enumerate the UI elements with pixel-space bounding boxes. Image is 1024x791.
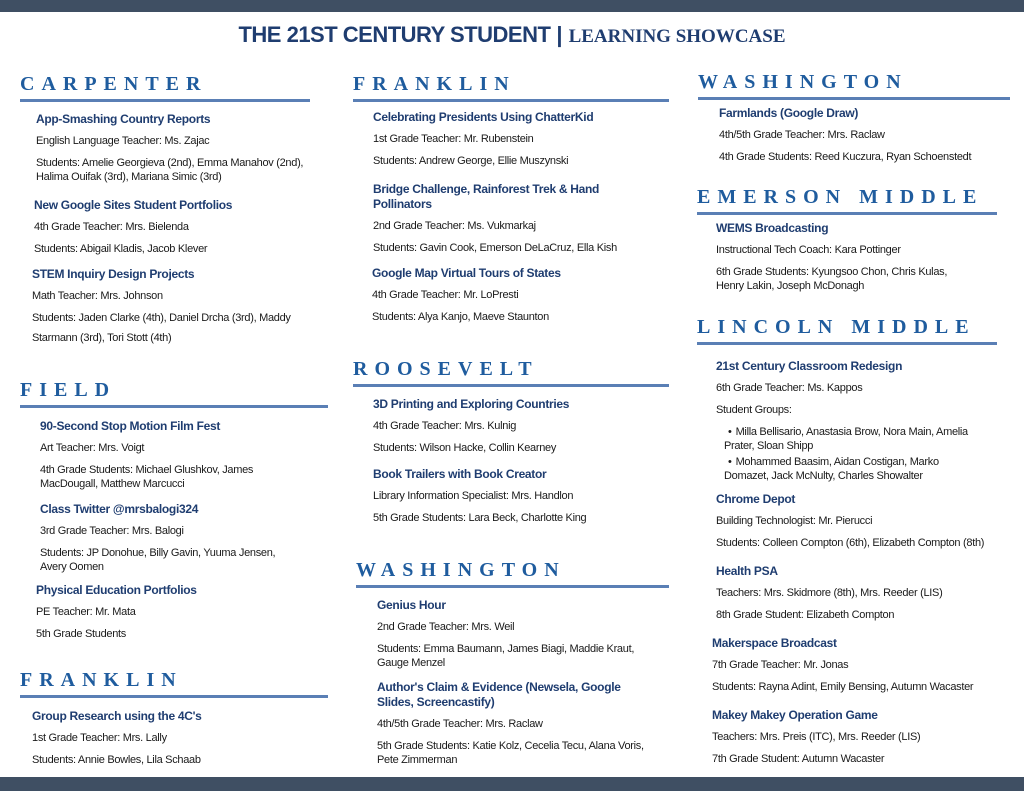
section-rule	[20, 405, 328, 408]
section-heading: FRANKLIN	[20, 669, 183, 691]
project-groups-label: Student Groups:	[716, 404, 792, 416]
section-rule	[20, 99, 310, 102]
project-students: Students: Emma Baumann, James Biagi, Maddie Kraut,	[377, 643, 635, 655]
page-title-main: THE 21ST CENTURY STUDENT	[238, 22, 551, 47]
section-rule	[353, 384, 669, 387]
project-teacher: 2nd Grade Teacher: Ms. Vukmarkaj	[373, 220, 536, 232]
project-teacher: 4th/5th Grade Teacher: Mrs. Raclaw	[719, 129, 885, 141]
section-rule	[697, 342, 997, 345]
project-students: Students: Gavin Cook, Emerson DeLaCruz, Ella Kish	[373, 242, 617, 254]
section-rule	[698, 97, 1010, 100]
project-teacher: 4th/5th Grade Teacher: Mrs. Raclaw	[377, 718, 543, 730]
section-franklin-left	[20, 668, 328, 698]
section-rule	[353, 99, 669, 102]
project-title: Author's Claim & Evidence (Newsela, Google	[377, 680, 621, 694]
project-teacher: Art Teacher: Mrs. Voigt	[40, 442, 145, 454]
project-health-psa	[716, 564, 1016, 630]
project-google-sites	[34, 198, 324, 264]
project-students: Students: Abigail Kladis, Jacob Klever	[34, 243, 208, 255]
project-students: Students: Alya Kanjo, Maeve Staunton	[372, 311, 549, 323]
project-title: App-Smashing Country Reports	[36, 112, 211, 126]
project-title: Bridge Challenge, Rainforest Trek & Hand	[373, 182, 600, 196]
project-students: 7th Grade Student: Autumn Wacaster	[712, 753, 885, 765]
section-roosevelt	[353, 357, 669, 387]
section-emerson-middle	[697, 185, 997, 215]
project-title: Genius Hour	[377, 598, 446, 612]
section-heading: LINCOLN MIDDLE	[697, 316, 976, 338]
project-title: Health PSA	[716, 564, 778, 578]
project-title: Makey Makey Operation Game	[712, 708, 878, 722]
project-title: Chrome Depot	[716, 492, 796, 506]
project-students-cont: Henry Lakin, Joseph McDonagh	[716, 280, 865, 292]
section-washington-right	[698, 70, 1010, 100]
section-heading: CARPENTER	[20, 73, 208, 95]
project-classroom-redesign	[716, 359, 1016, 485]
project-authors-claim	[377, 680, 673, 775]
project-google-map	[372, 266, 672, 332]
project-students: Students: Jaden Clarke (4th), Daniel Drcha (3rd), Maddy	[32, 312, 291, 324]
project-title: Group Research using the 4C's	[32, 709, 202, 723]
project-students: Students: Wilson Hacke, Collin Kearney	[373, 442, 557, 454]
project-genius-hour	[377, 598, 673, 678]
project-students-cont: MacDougall, Matthew Marcucci	[40, 478, 185, 490]
project-teacher: English Language Teacher: Ms. Zajac	[36, 135, 210, 147]
project-teacher: 1st Grade Teacher: Mr. Rubenstein	[373, 133, 534, 145]
project-group-research	[32, 709, 322, 775]
section-lincoln-middle	[697, 315, 997, 345]
section-heading: WASHINGTON	[698, 71, 908, 93]
project-title: Google Map Virtual Tours of States	[372, 266, 561, 280]
section-rule	[356, 585, 669, 588]
project-students: Students: JP Donohue, Billy Gavin, Yuuma Jensen,	[40, 547, 276, 559]
project-pe-portfolios	[36, 583, 321, 649]
project-students: 4th Grade Students: Reed Kuczura, Ryan Schoenstedt	[719, 151, 972, 163]
project-title: Book Trailers with Book Creator	[373, 467, 547, 481]
student-group-list	[716, 425, 1016, 483]
title-separator: |	[556, 22, 563, 47]
project-teacher: 4th Grade Teacher: Mrs. Bielenda	[34, 221, 189, 233]
project-teacher: Instructional Tech Coach: Kara Pottinger	[716, 244, 901, 256]
list-item: • Milla Bellisario, Anastasia Brow, Nora Main, Amelia Prater, Sloan Shipp	[738, 425, 1016, 453]
project-teacher: 4th Grade Teacher: Mrs. Kulnig	[373, 420, 517, 432]
project-title: 21st Century Classroom Redesign	[716, 359, 903, 373]
project-students: Students: Rayna Adint, Emily Bensing, Autumn Wacaster	[712, 681, 974, 693]
project-stem	[32, 267, 327, 353]
project-teacher: 4th Grade Teacher: Mr. LoPresti	[372, 289, 519, 301]
project-students: Students: Andrew George, Ellie Muszynski	[373, 155, 569, 167]
project-students-cont: Avery Oomen	[40, 561, 104, 573]
project-title: Class Twitter @mrsbalogi324	[40, 502, 199, 516]
page-title	[0, 22, 1024, 48]
bottom-banner-bar	[0, 777, 1024, 791]
section-heading: WASHINGTON	[356, 559, 566, 581]
section-heading: FRANKLIN	[353, 73, 516, 95]
project-makey-makey	[712, 708, 1012, 774]
project-students-cont: Halima Ouifak (3rd), Mariana Simic (3rd)	[36, 171, 222, 183]
project-title: Celebrating Presidents Using ChatterKid	[373, 110, 594, 124]
project-title: Physical Education Portfolios	[36, 583, 197, 597]
project-students-cont: Pete Zimmerman	[377, 754, 458, 766]
project-teacher: 1st Grade Teacher: Mrs. Lally	[32, 732, 167, 744]
project-title: STEM Inquiry Design Projects	[32, 267, 195, 281]
project-stop-motion	[40, 419, 325, 499]
project-title: 3D Printing and Exploring Countries	[373, 397, 570, 411]
project-teacher: Building Technologist: Mr. Pierucci	[716, 515, 873, 527]
project-title-cont: Pollinators	[373, 197, 432, 211]
project-title-cont: Slides, Screencastify)	[377, 695, 495, 709]
project-makerspace-broadcast	[712, 636, 1012, 702]
project-presidents	[373, 110, 673, 176]
project-teacher: 2nd Grade Teacher: Mrs. Weil	[377, 621, 515, 633]
project-title: WEMS Broadcasting	[716, 221, 829, 235]
section-rule	[697, 212, 997, 215]
project-students-cont: Gauge Menzel	[377, 657, 445, 669]
project-students: 4th Grade Students: Michael Glushkov, James	[40, 464, 254, 476]
project-students: 5th Grade Students: Lara Beck, Charlotte King	[373, 512, 587, 524]
section-heading: EMERSON MIDDLE	[697, 186, 984, 208]
project-teacher: Teachers: Mrs. Skidmore (8th), Mrs. Reeder (LIS)	[716, 587, 943, 599]
project-title: 90-Second Stop Motion Film Fest	[40, 419, 221, 433]
project-farmlands	[719, 106, 1014, 172]
section-field	[20, 378, 328, 408]
project-students: 5th Grade Students: Katie Kolz, Cecelia Tecu, Alana Voris,	[377, 740, 644, 752]
project-teacher: Teachers: Mrs. Preis (ITC), Mrs. Reeder (LIS)	[712, 731, 921, 743]
section-franklin-mid	[353, 72, 669, 102]
project-3d-printing	[373, 397, 673, 463]
project-teacher: Library Information Specialist: Mrs. Handlon	[373, 490, 574, 502]
project-title: Makerspace Broadcast	[712, 636, 837, 650]
page-title-sub: LEARNING SHOWCASE	[568, 26, 786, 47]
project-title: New Google Sites Student Portfolios	[34, 198, 233, 212]
project-title: Farmlands (Google Draw)	[719, 106, 859, 120]
project-book-trailers	[373, 467, 673, 533]
project-students: Students: Colleen Compton (6th), Elizabeth Compton (8th)	[716, 537, 985, 549]
top-banner-bar	[0, 0, 1024, 12]
section-heading: FIELD	[20, 379, 117, 401]
project-teacher: 3rd Grade Teacher: Mrs. Balogi	[40, 525, 184, 537]
project-bridge-challenge	[373, 182, 673, 263]
project-chrome-depot	[716, 492, 1016, 558]
project-students: Students: Annie Bowles, Lila Schaab	[32, 754, 201, 766]
project-students: 8th Grade Student: Elizabeth Compton	[716, 609, 895, 621]
list-item: • Mohammed Baasim, Aidan Costigan, Marko Domazet, Jack McNulty, Charles Showalter	[738, 455, 1016, 483]
project-teacher: PE Teacher: Mr. Mata	[36, 606, 136, 618]
project-class-twitter	[40, 502, 325, 582]
project-students: Students: Amelie Georgieva (2nd), Emma Manahov (2nd),	[36, 157, 304, 169]
section-washington-mid	[356, 558, 669, 588]
section-carpenter	[20, 72, 310, 102]
project-app-smashing	[36, 112, 326, 192]
project-teacher: 6th Grade Teacher: Ms. Kappos	[716, 382, 863, 394]
project-students: 6th Grade Students: Kyungsoo Chon, Chris Kulas,	[716, 266, 948, 278]
project-teacher: Math Teacher: Mrs. Johnson	[32, 290, 163, 302]
section-rule	[20, 695, 328, 698]
project-wems-broadcasting	[716, 221, 1011, 301]
project-students-cont: Starmann (3rd), Tori Stott (4th)	[32, 332, 172, 344]
project-teacher: 7th Grade Teacher: Mr. Jonas	[712, 659, 849, 671]
project-students: 5th Grade Students	[36, 628, 126, 640]
section-heading: ROOSEVELT	[353, 358, 539, 380]
